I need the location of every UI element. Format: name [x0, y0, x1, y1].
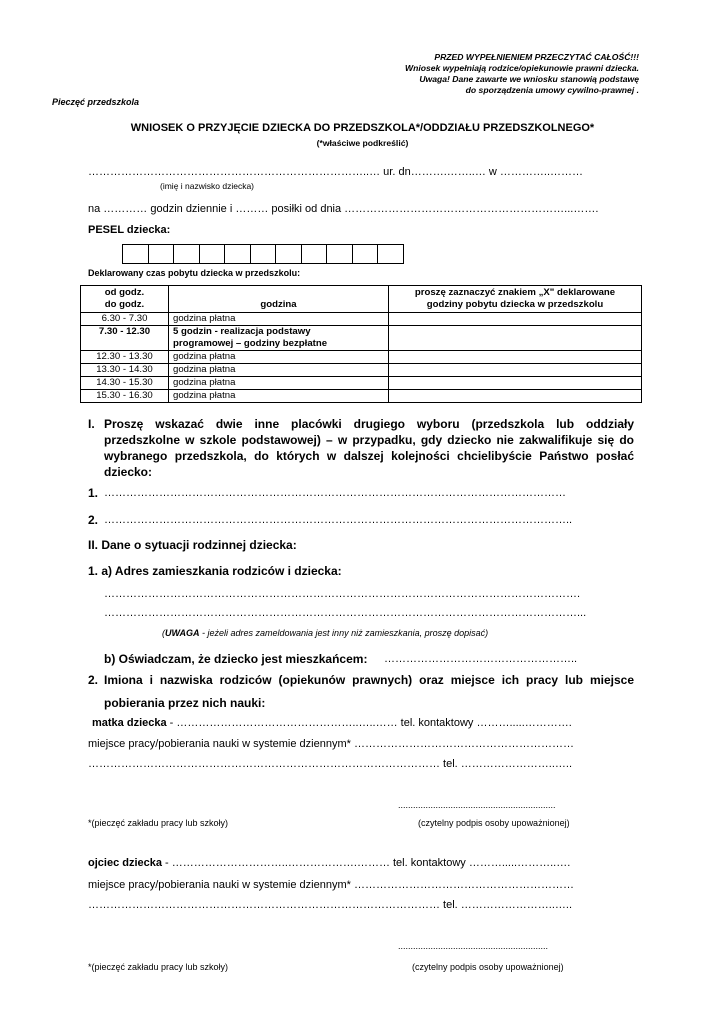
mother-signature-line[interactable]: ............................................................... — [398, 800, 556, 810]
header-instruction: Wniosek wypełniają rodzice/opiekunowie prawni dziecka. — [404, 63, 639, 73]
schedule-row — [81, 364, 642, 377]
section1-number: I. — [88, 417, 95, 431]
schedule-description: 5 godzin - realizacja podstawy programowej – godziny bezpłatne — [169, 326, 389, 351]
section1-line: dziecko: — [104, 465, 153, 479]
note-warning: UWAGA — [165, 628, 200, 638]
schedule-mark-cell[interactable] — [389, 351, 642, 364]
section1-line: przedszkolne w szkole podstawowej) – w przypadku, gdy dziecko nie zakwalifikuje się do — [104, 433, 634, 447]
col-hour-header: godzina — [169, 286, 389, 313]
parents-line: Imiona i nazwiska rodziców (opiekunów prawnych) oraz miejsce ich pracy lub miejsce — [104, 673, 634, 687]
father-stamp-caption: *(pieczęć zakładu pracy lub szkoły) — [88, 962, 229, 972]
section1-paragraph — [88, 416, 636, 480]
form-title: WNIOSEK O PRZYJĘCIE DZIECKA DO PRZEDSZKOLA*/ODDZIAŁU PRZEDSZKOLNEGO* — [130, 122, 595, 134]
pesel-digit-box[interactable] — [149, 245, 175, 263]
mother-row — [92, 717, 572, 729]
schedule-mark-cell[interactable] — [389, 313, 642, 326]
schedule-time: 15.30 - 16.30 — [81, 390, 169, 403]
schedule-label: Deklarowany czas pobytu dziecka w przedszkolu: — [88, 268, 301, 278]
schedule-row — [81, 326, 642, 351]
section2-heading: II. Dane o sytuacji rodzinnej dziecka: — [88, 538, 297, 552]
schedule-row — [81, 390, 642, 403]
address-field-2[interactable]: …………………………………………………………………………………………………………………... — [104, 607, 587, 619]
mother-signature-caption: (czytelny podpis osoby upoważnionej) — [418, 818, 570, 828]
address-note: (UWAGA - jeżeli adres zameldowania jest inny niż zamieszkania, proszę dopisać) — [162, 628, 489, 638]
parents-number: 2. — [88, 673, 99, 687]
schedule-row — [81, 377, 642, 390]
mother-extra-field[interactable]: …………………………………………………………………………………… tel. ……………………..….. — [88, 758, 573, 770]
address-field-1[interactable]: …………………………………………………………………………………………………………………. — [104, 588, 581, 600]
schedule-time: 13.30 - 14.30 — [81, 364, 169, 377]
schedule-time: 12.30 - 13.30 — [81, 351, 169, 364]
schedule-description: godzina płatna — [169, 313, 389, 326]
pesel-digit-box[interactable] — [200, 245, 226, 263]
schedule-time: 6.30 - 7.30 — [81, 313, 169, 326]
child-hours-line: na ………… godzin dziennie i ……… posiłki od dnia ……………………………………………………...……. — [88, 203, 599, 215]
choice1-field[interactable]: ……………………………………………………………………………………………………………… — [104, 487, 566, 499]
mother-stamp-caption: *(pieczęć zakładu pracy lub szkoły) — [88, 818, 229, 828]
pesel-digit-box[interactable] — [225, 245, 251, 263]
header-warning: PRZED WYPEŁNIENIEM PRZECZYTAĆ CAŁOŚĆ!!! — [434, 52, 639, 62]
section1-line: Proszę wskazać dwie inne placówki drugiego wyboru (przedszkola lub oddziały — [104, 417, 634, 431]
header-note-cont: do sporządzenia umowy cywilno-prawnej . — [465, 85, 639, 95]
col-time-header: od godz. do godz. — [81, 286, 169, 313]
parents-paragraph — [88, 672, 636, 688]
choice2-number: 2. — [88, 513, 99, 527]
schedule-row — [81, 313, 642, 326]
schedule-table — [80, 285, 642, 403]
address-label: 1. a) Adres zamieszkania rodziców i dziecka: — [88, 564, 342, 578]
child-name-line: …………………………………………………………………..… ur. dn……….……..… w …………..……… — [88, 166, 584, 178]
schedule-mark-cell[interactable] — [389, 377, 642, 390]
pesel-digit-box[interactable] — [276, 245, 302, 263]
schedule-time: 7.30 - 12.30 — [81, 326, 169, 351]
father-field[interactable]: - …………………………..……………….……… tel. kontaktowy ……….....………..…. — [162, 857, 571, 869]
schedule-time: 14.30 - 15.30 — [81, 377, 169, 390]
father-signature-caption: (czytelny podpis osoby upoważnionej) — [412, 962, 564, 972]
residence-declaration: b) Oświadczam, że dziecko jest mieszkańcem: — [104, 652, 368, 666]
pesel-digit-box[interactable] — [174, 245, 200, 263]
father-label: ojciec dziecka — [88, 857, 162, 869]
pesel-boxes[interactable] — [122, 244, 404, 264]
pesel-digit-box[interactable] — [251, 245, 277, 263]
residence-field[interactable]: …………………………………………….. — [384, 653, 578, 665]
pesel-digit-box[interactable] — [302, 245, 328, 263]
stamp-label: Pieczęć przedszkola — [52, 97, 140, 107]
col-mark-header: proszę zaznaczyć znakiem „X" deklarowane godziny pobytu dziecka w przedszkolu — [389, 286, 642, 313]
schedule-row — [81, 351, 642, 364]
choice2-field[interactable]: ……………………………………………………………………………………………………………….. — [104, 514, 573, 526]
schedule-description: godzina płatna — [169, 377, 389, 390]
header-note: Uwaga! Dane zawarte we wniosku stanowią podstawę — [419, 74, 639, 84]
mother-field[interactable]: - …………………………………………..…..…… tel. kontaktowy ……….....…………. — [166, 717, 572, 729]
father-work-field[interactable]: miejsce pracy/pobierania nauki w systemie dziennym* …………………………………………………… — [88, 879, 574, 891]
father-signature-line[interactable]: ............................................................ — [398, 941, 549, 951]
pesel-digit-box[interactable] — [327, 245, 353, 263]
pesel-digit-box[interactable] — [353, 245, 379, 263]
father-row — [88, 857, 570, 869]
pesel-label: PESEL dziecka: — [88, 224, 171, 236]
pesel-digit-box[interactable] — [378, 245, 404, 263]
choice1-number: 1. — [88, 486, 99, 500]
parents-line: pobierania przez nich nauki: — [104, 696, 266, 710]
schedule-description: godzina płatna — [169, 364, 389, 377]
schedule-description: godzina płatna — [169, 351, 389, 364]
schedule-description: godzina płatna — [169, 390, 389, 403]
schedule-mark-cell[interactable] — [389, 364, 642, 377]
schedule-mark-cell[interactable] — [389, 326, 642, 351]
mother-work-field[interactable]: miejsce pracy/pobierania nauki w systemie dziennym* …………………………………………………… — [88, 738, 574, 750]
child-name-caption: (imię i nazwisko dziecka) — [160, 181, 254, 191]
schedule-mark-cell[interactable] — [389, 390, 642, 403]
father-extra-field[interactable]: …………………………………………………………………………………… tel. ……………………..….. — [88, 899, 573, 911]
form-subtitle: (*właściwe podkreślić) — [316, 138, 409, 148]
mother-label: matka dziecka — [92, 717, 167, 729]
pesel-digit-box[interactable] — [123, 245, 149, 263]
section1-line: wybranego przedszkola, do których w dalszej kolejności chcielibyście Państwo posłać — [104, 449, 634, 463]
